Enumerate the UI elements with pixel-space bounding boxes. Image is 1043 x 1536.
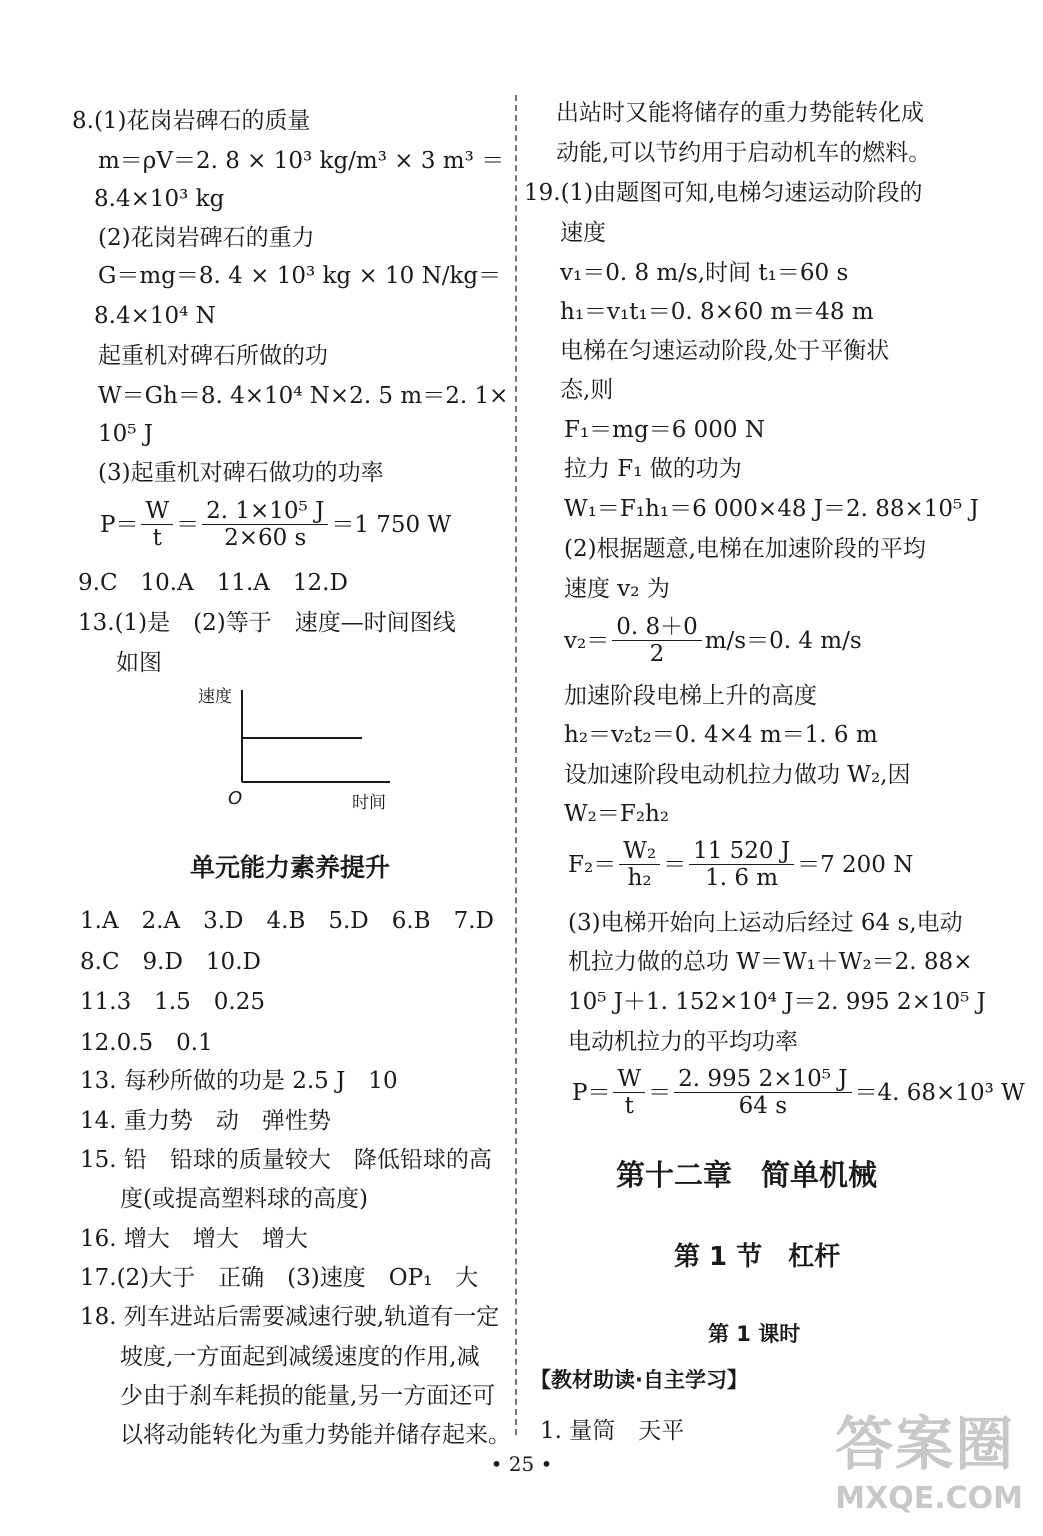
fraction-numerator: 2. 995 2×10⁵ J xyxy=(674,1066,851,1093)
unit-answers-8-10: 8.C 9.D 10.D xyxy=(80,949,261,975)
unit-answer-15: 15. 铅 铅球的质量较大 降低铅球的高 xyxy=(80,1147,492,1173)
page-number: • 25 • xyxy=(490,1452,553,1476)
u19-h2-equation: h₂＝v₂t₂＝0. 4×4 m＝1. 6 m xyxy=(564,722,878,748)
unit-answer-15-cont: 度(或提高塑料球的高度) xyxy=(120,1186,368,1212)
unit-answer-11: 11.3 1.5 0.25 xyxy=(80,989,265,1015)
u19-h1-equation: h₁＝v₁t₁＝0. 8×60 m＝48 m xyxy=(560,299,874,325)
u19-power-result: ＝4. 68×10³ W xyxy=(854,1079,1025,1106)
u19-f2-fraction-2 xyxy=(689,838,794,891)
fraction-denominator: 64 s xyxy=(738,1093,788,1119)
u19-w2-equation: W₂＝F₂h₂ xyxy=(564,801,670,827)
graph-y-label: 速度 xyxy=(198,687,232,707)
q13-answer: 13.(1)是 (2)等于 速度—时间图线 xyxy=(78,610,456,636)
fraction-numerator: W₂ xyxy=(619,838,660,865)
fraction-denominator: 1. 6 m xyxy=(705,865,779,891)
q8-power-lhs: P＝ xyxy=(100,511,139,538)
q8-gravity-equation: G＝mg＝8. 4 × 10³ kg × 10 N/kg＝ xyxy=(98,263,502,289)
fraction-denominator: t xyxy=(152,525,162,551)
unit-answer-18-line6: 动能,可以节约用于启动机车的燃料。 xyxy=(556,140,932,166)
u19-balance-text-cont: 态,则 xyxy=(560,377,614,403)
q8-power-fraction-2 xyxy=(202,498,328,551)
u19-power-formula xyxy=(572,1066,1025,1119)
unit-answer-12: 12.0.5 0.1 xyxy=(80,1030,213,1056)
u19-v2-result: m/s＝0. 4 m/s xyxy=(704,627,862,654)
fraction-denominator: 2×60 s xyxy=(224,525,307,551)
u19-part3-line2: 机拉力做的总功 W＝W₁＋W₂＝2. 88× xyxy=(568,949,973,975)
u19-f1-equation: F₁＝mg＝6 000 N xyxy=(564,417,765,443)
study-answer-1: 1. 量筒 天平 xyxy=(540,1418,685,1444)
watermark-url: MXQE.COM xyxy=(835,1481,1023,1516)
u19-part3: (3)电梯开始向上运动后经过 64 s,电动 xyxy=(568,910,963,936)
unit-answer-18-line3: 少由于刹车耗损的能量,另一方面还可 xyxy=(120,1383,496,1409)
u19-part2-cont: 速度 v₂ 为 xyxy=(564,576,670,602)
u19-w2-label: 设加速阶段电动机拉力做功 W₂,因 xyxy=(564,762,911,788)
u19-power-fraction-1 xyxy=(613,1066,645,1119)
u19-f2-formula xyxy=(568,838,913,891)
unit-answer-13: 13. 每秒所做的功是 2.5 J 10 xyxy=(80,1068,398,1094)
fraction-denominator: h₂ xyxy=(627,865,652,891)
q9-12-answers: 9.C 10.A 11.A 12.D xyxy=(78,570,348,596)
q8-mass-result: 8.4×10³ kg xyxy=(94,186,225,212)
fraction-numerator: 11 520 J xyxy=(689,838,794,865)
u19-f2-result: ＝7 200 N xyxy=(797,851,914,878)
u19-h2-label: 加速阶段电梯上升的高度 xyxy=(564,683,817,709)
watermark-text: 答案圈 xyxy=(835,1410,1016,1478)
u19-w1-equation: W₁＝F₁h₁＝6 000×48 J＝2. 88×10⁵ J xyxy=(564,496,979,522)
chapter-heading: 第十二章 简单机械 xyxy=(616,1158,878,1192)
unit-answer-18: 18. 列车进站后需要减速行驶,轨道有一定 xyxy=(80,1304,500,1330)
q8-work-label: 起重机对碑石所做的功 xyxy=(98,343,328,369)
fraction-denominator: t xyxy=(624,1093,634,1119)
equals-sign: ＝ xyxy=(648,1079,672,1106)
q8-part3: (3)起重机对碑石做功的功率 xyxy=(98,460,384,486)
u19-part2: (2)根据题意,电梯在加速阶段的平均 xyxy=(564,536,926,562)
unit-answer-18-line4: 以将动能转化为重力势能并储存起来。 xyxy=(120,1422,511,1448)
u19-v2-lhs: v₂＝ xyxy=(564,627,610,654)
study-section-label: 【教材助读·自主学习】 xyxy=(530,1368,748,1392)
u19-power-fraction-2 xyxy=(674,1066,851,1119)
u19-v1-equation: v₁＝0. 8 m/s,时间 t₁＝60 s xyxy=(560,260,849,286)
equals-sign: ＝ xyxy=(176,511,200,538)
graph-origin-label: O xyxy=(228,788,243,809)
q8-part2: (2)花岗岩碑石的重力 xyxy=(98,225,315,251)
q8-power-fraction-1 xyxy=(141,498,173,551)
u19-power-lhs: P＝ xyxy=(572,1079,611,1106)
watermark-logo xyxy=(835,1397,1023,1516)
equals-sign: ＝ xyxy=(663,851,687,878)
u19-f2-lhs: F₂＝ xyxy=(568,851,617,878)
q8-work-result: 10⁵ J xyxy=(98,421,154,447)
q13-answer-cont: 如图 xyxy=(116,650,162,676)
u19-f2-fraction-1 xyxy=(619,838,660,891)
q8-part1: 8.(1)花岗岩碑石的质量 xyxy=(72,108,311,134)
q8-mass-equation: m＝ρV＝2. 8 × 10³ kg/m³ × 3 m³ ＝ xyxy=(98,148,505,174)
unit-answer-19-part1: 19.(1)由题图可知,电梯匀速运动阶段的 xyxy=(524,180,923,206)
column-divider xyxy=(515,95,517,1435)
fraction-numerator: 2. 1×10⁵ J xyxy=(202,498,328,525)
fraction-numerator: W xyxy=(613,1066,645,1093)
unit-answer-18-line2: 坡度,一方面起到减缓速度的作用,减 xyxy=(120,1344,480,1370)
velocity-time-graph xyxy=(180,678,420,818)
unit-answer-17: 17.(2)大于 正确 (3)速度 OP₁ 大 xyxy=(80,1265,479,1291)
q8-work-equation: W＝Gh＝8. 4×10⁴ N×2. 5 m＝2. 1× xyxy=(98,383,509,409)
fraction-numerator: W xyxy=(141,498,173,525)
u19-balance-text: 电梯在匀速运动阶段,处于平衡状 xyxy=(560,338,890,364)
u19-part3-line3: 10⁵ J＋1. 152×10⁴ J＝2. 995 2×10⁵ J xyxy=(568,989,986,1015)
unit-heading: 单元能力素养提升 xyxy=(190,853,391,882)
q8-power-formula xyxy=(100,498,451,551)
unit-answer-16: 16. 增大 增大 增大 xyxy=(80,1226,308,1252)
graph-x-label: 时间 xyxy=(352,793,386,813)
u19-v2-formula xyxy=(564,614,862,667)
u19-w1-label: 拉力 F₁ 做的功为 xyxy=(564,456,742,482)
u19-power-label: 电动机拉力的平均功率 xyxy=(568,1029,798,1055)
section-heading: 第 1 节 杠杆 xyxy=(674,1242,841,1272)
fraction-denominator: 2 xyxy=(649,641,665,667)
fraction-numerator: 0. 8＋0 xyxy=(612,614,702,641)
u19-v2-fraction xyxy=(612,614,702,667)
unit-answer-18-line5: 出站时又能将储存的重力势能转化成 xyxy=(556,100,924,126)
unit-answer-19-part1-cont: 速度 xyxy=(560,220,606,246)
q8-power-result: ＝1 750 W xyxy=(331,511,452,538)
unit-answer-14: 14. 重力势 动 弹性势 xyxy=(80,1108,331,1134)
lesson-heading: 第 1 课时 xyxy=(708,1322,801,1346)
unit-answers-1-7: 1.A 2.A 3.D 4.B 5.D 6.B 7.D xyxy=(80,908,494,934)
q8-gravity-result: 8.4×10⁴ N xyxy=(94,303,216,329)
